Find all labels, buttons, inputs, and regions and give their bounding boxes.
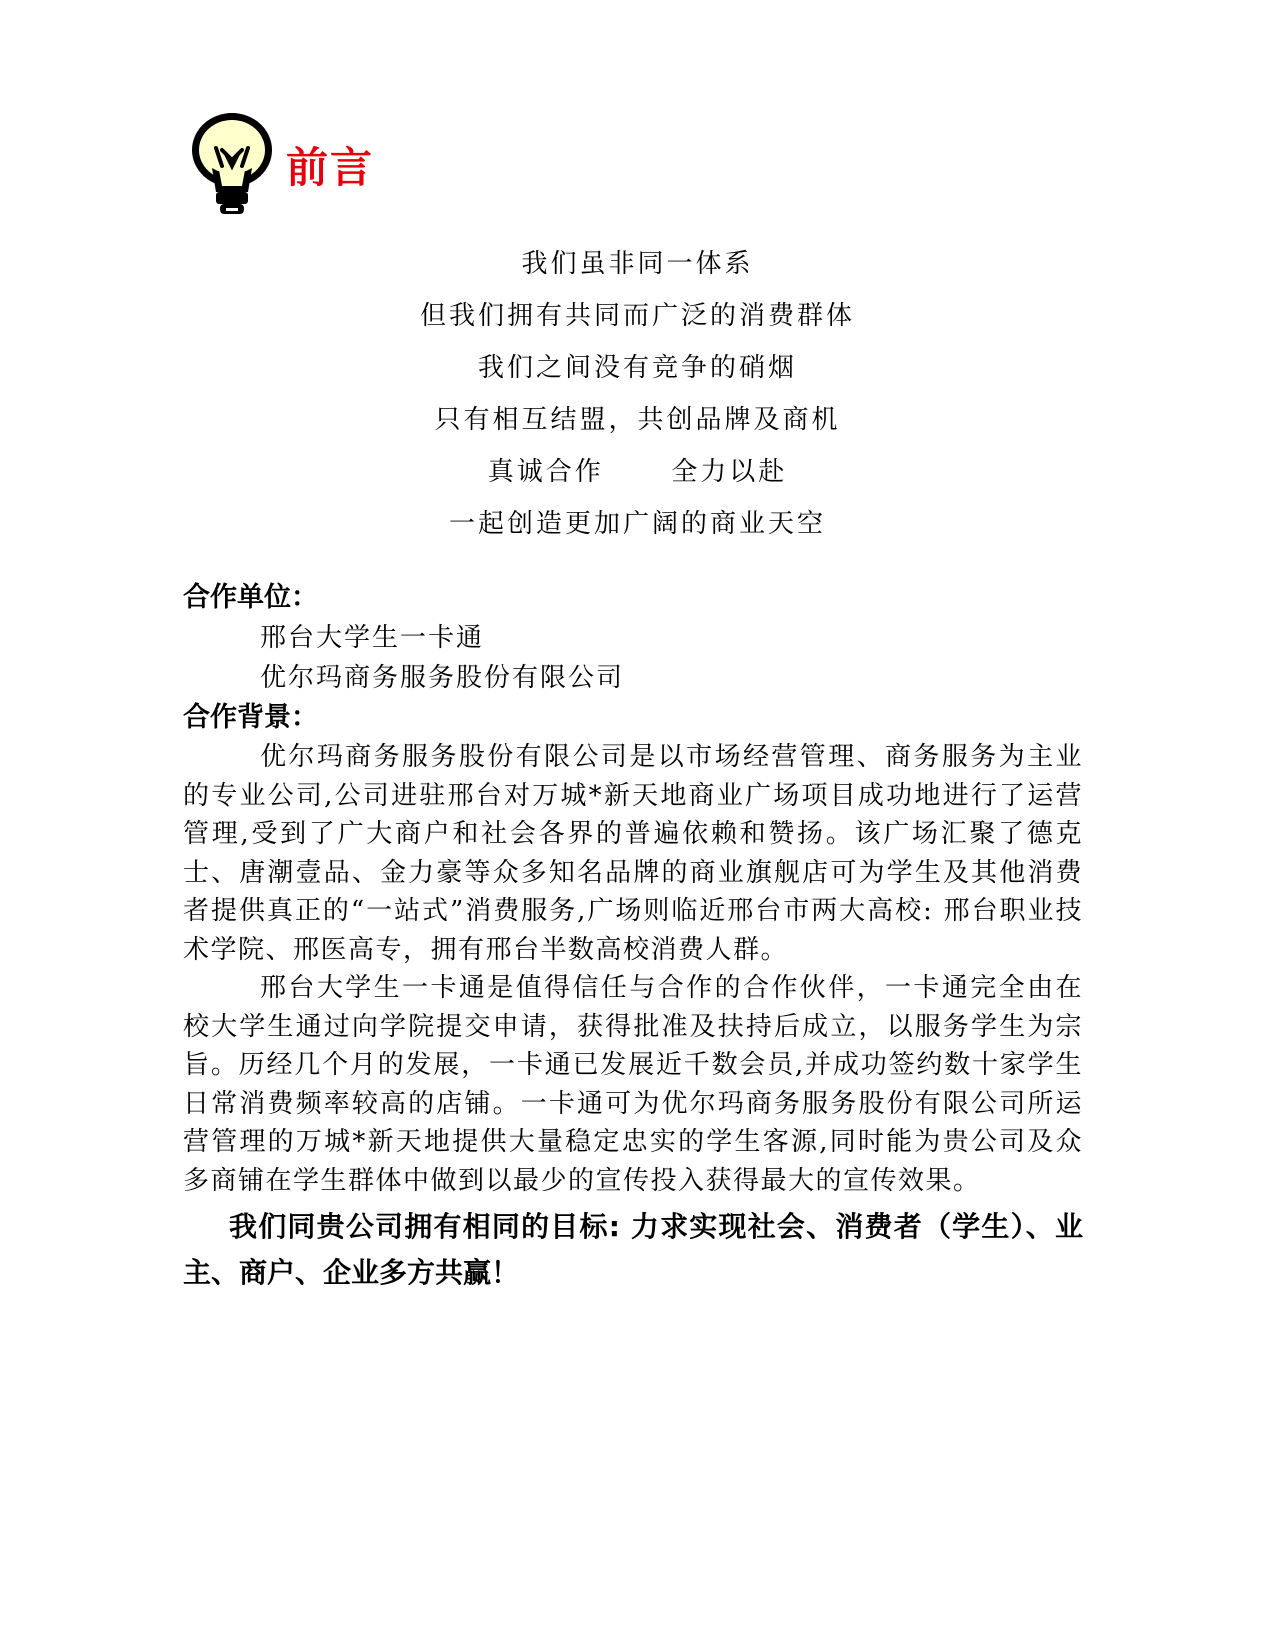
background-paragraph: 优尔玛商务服务股份有限公司是以市场经营管理、商务服务为主业的专业公司,公司进驻邢台对万城*新天地商业广场项目成功地进行了运营管理,受到了广大商户和社会各界的普遍依赖和赞扬。该广场汇聚了德克士、唐潮壹品、金力豪等众多知名品牌的商业旗舰店可为学生及其他消费者提供真正的“一站式”消费服务,广场则临近邢台市两大高校: 邢台职业技术学院、邢医高专，拥有邢台半数高校消费人群。 (183, 742, 1083, 965)
document-body (183, 578, 1083, 1296)
poem-line: 我们虽非同一体系 (521, 249, 754, 279)
page-header (186, 110, 374, 220)
poem-line: 一起创造更加广阔的商业天空 (448, 509, 826, 539)
lightbulb-icon (186, 110, 278, 220)
partners-heading: 合作单位： (183, 582, 318, 613)
poem-line: 真诚合作 全力以赴 (487, 457, 788, 487)
closing-statement: 我们同贵公司拥有相同的目标: 力求实现社会、消费者（学生）、业主、商户、企业多方共赢！ (183, 1210, 1083, 1289)
poem-line: 只有相互结盟，共创品牌及商机 (434, 405, 841, 435)
partner-unit: 邢台大学生一卡通 (260, 623, 485, 653)
partner-unit: 优尔玛商务服务股份有限公司 (260, 663, 625, 693)
preface-poem (0, 238, 1275, 550)
background-paragraph: 邢台大学生一卡通是值得信任与合作的合作伙伴，一卡通完全由在校大学生通过向学院提交申请，获得批准及扶持后成立，以服务学生为宗旨。历经几个月的发展，一卡通已发展近千数会员,并成功签约数十家学生日常消费频率较高的店铺。一卡通可为优尔玛商务服务股份有限公司所运营管理的万城*新天地提供大量稳定忠实的学生客源,同时能为贵公司及众多商铺在学生群体中做到以最少的宣传投入获得最大的宣传效果。 (183, 973, 1083, 1196)
poem-line: 但我们拥有共同而广泛的消费群体 (419, 301, 855, 331)
page-title: 前言 (286, 143, 375, 192)
background-heading: 合作背景： (183, 702, 318, 733)
poem-line: 我们之间没有竞争的硝烟 (477, 353, 797, 383)
